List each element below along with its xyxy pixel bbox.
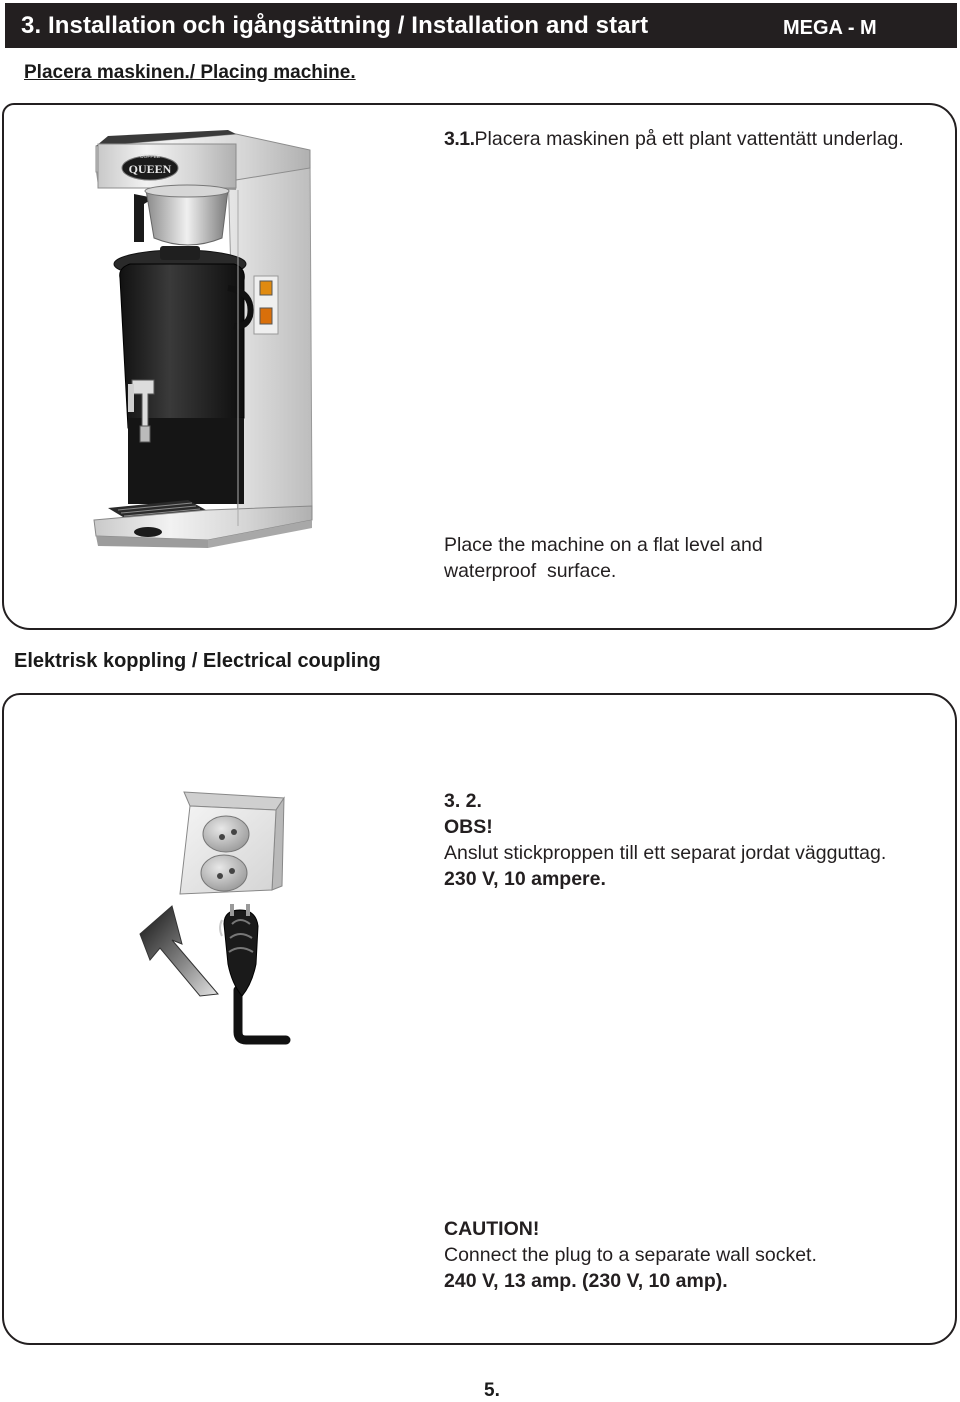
machine-logo-small: COFFEE xyxy=(139,154,161,160)
model-label: MEGA - M xyxy=(783,17,877,39)
page-title: 3. Installation och igångsättning / Installation and start xyxy=(21,12,649,39)
step-3-1 xyxy=(444,126,904,152)
step-3-1-number: 3.1. xyxy=(444,128,475,150)
machine-logo: QUEEN xyxy=(128,162,172,176)
caution-label: CAUTION! xyxy=(444,1218,540,1240)
electrical-heading: Elektrisk koppling / Electrical coupling xyxy=(14,650,381,672)
placing-text-en-line1: Place the machine on a flat level and xyxy=(444,534,763,556)
placing-text-en-line2: waterproof surface. xyxy=(444,560,617,582)
rating-sv: 230 V, 10 ampere. xyxy=(444,868,606,890)
obs-label: OBS! xyxy=(444,816,493,838)
step-3-1-text-sv: Placera maskinen på ett plant vattentätt underlag. xyxy=(474,128,904,150)
plug-icon xyxy=(216,904,292,1044)
electrical-text-en: Connect the plug to a separate wall socket. xyxy=(444,1244,817,1266)
header-bar xyxy=(5,3,957,48)
electrical-text-sv: Anslut stickproppen till ett separat jordat vägguttag. xyxy=(444,842,887,864)
page-number: 5. xyxy=(484,1380,500,1401)
step-3-2-number: 3. 2. xyxy=(444,790,482,812)
wall-socket-icon xyxy=(176,790,286,900)
arrow-up-left-icon xyxy=(138,904,222,996)
rating-en: 240 V, 13 amp. (230 V, 10 amp). xyxy=(444,1270,728,1292)
coffee-machine-illustration xyxy=(88,128,320,560)
placing-heading: Placera maskinen./ Placing machine. xyxy=(24,62,356,83)
